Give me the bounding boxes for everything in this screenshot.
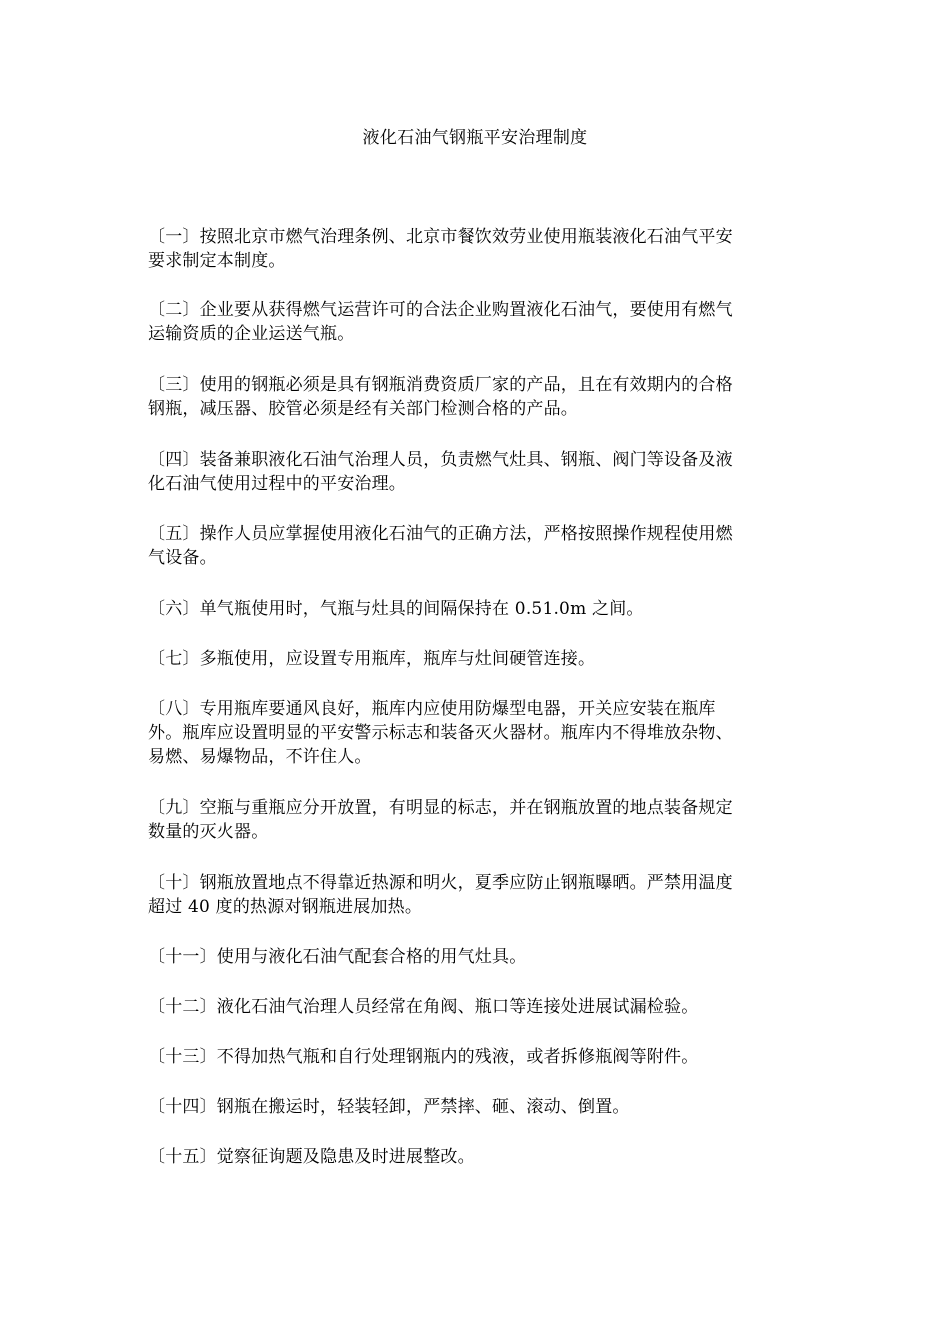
paragraph-line: 易燃、易爆物品，不许住人。 — [148, 747, 372, 767]
paragraph-4 — [148, 448, 798, 496]
paragraph-line: 〔十〕钢瓶放置地点不得靠近热源和明火，夏季应防止钢瓶曝晒。严禁用温度 — [148, 873, 733, 893]
paragraph-line: 〔十五〕觉察征询题及隐患及时进展整改。 — [148, 1147, 475, 1167]
paragraph-line: 钢瓶，减压器、胶管必须是经有关部门检测合格的产品。 — [148, 399, 578, 419]
paragraph-line: 数量的灭火器。 — [148, 822, 269, 842]
paragraph-line: 〔十四〕钢瓶在搬运时，轻装轻卸，严禁摔、砸、滚动、倒置。 — [148, 1097, 630, 1117]
paragraph-11 — [148, 945, 798, 969]
paragraph-line: 超过 40 度的热源对钢瓶进展加热。 — [148, 897, 423, 917]
paragraph-line: 运输资质的企业运送气瓶。 — [148, 324, 355, 344]
paragraph-line: 〔十三〕不得加热气瓶和自行处理钢瓶内的残液，或者拆修瓶阀等附件。 — [148, 1047, 699, 1067]
document-title: 液化石油气钢瓶平安治理制度 — [362, 128, 588, 148]
paragraph-6 — [148, 597, 798, 621]
paragraph-line: 要求制定本制度。 — [148, 251, 286, 271]
paragraph-line: 〔四〕装备兼职液化石油气治理人员，负责燃气灶具、钢瓶、阀门等设备及液 — [148, 450, 733, 470]
paragraph-line: 〔九〕空瓶与重瓶应分开放置，有明显的标志，并在钢瓶放置的地点装备规定 — [148, 798, 733, 818]
paragraph-line: 〔六〕单气瓶使用时，气瓶与灶具的间隔保持在 0.51.0m 之间。 — [148, 599, 644, 619]
paragraph-12 — [148, 995, 798, 1019]
paragraph-14 — [148, 1095, 798, 1119]
paragraph-1 — [148, 225, 798, 273]
paragraph-9 — [148, 796, 798, 844]
paragraph-line: 〔七〕多瓶使用，应设置专用瓶库，瓶库与灶间硬管连接。 — [148, 649, 596, 669]
paragraph-line: 〔八〕专用瓶库要通风良好，瓶库内应使用防爆型电器，开关应安装在瓶库 — [148, 699, 716, 719]
paragraph-line: 〔二〕企业要从获得燃气运营许可的合法企业购置液化石油气，要使用有燃气 — [148, 300, 733, 320]
paragraph-8 — [148, 697, 798, 769]
paragraph-2 — [148, 298, 798, 346]
paragraph-line: 〔三〕使用的钢瓶必须是具有钢瓶消费资质厂家的产品，且在有效期内的合格 — [148, 375, 733, 395]
paragraph-line: 化石油气使用过程中的平安治理。 — [148, 474, 406, 494]
paragraph-line: 〔十一〕使用与液化石油气配套合格的用气灶具。 — [148, 947, 527, 967]
paragraph-line: 〔一〕按照北京市燃气治理条例、北京市餐饮效劳业使用瓶装液化石油气平安 — [148, 227, 733, 247]
paragraph-line: 〔十二〕液化石油气治理人员经常在角阀、瓶口等连接处进展试漏检验。 — [148, 997, 699, 1017]
paragraph-line: 气设备。 — [148, 548, 217, 568]
paragraph-5 — [148, 522, 798, 570]
paragraph-3 — [148, 373, 798, 421]
paragraph-7 — [148, 647, 798, 671]
paragraph-15 — [148, 1145, 798, 1169]
paragraph-line: 〔五〕操作人员应掌握使用液化石油气的正确方法，严格按照操作规程使用燃 — [148, 524, 733, 544]
paragraph-line: 外。瓶库应设置明显的平安警示标志和装备灭火器材。瓶库内不得堆放杂物、 — [148, 723, 733, 743]
paragraph-10 — [148, 871, 798, 919]
paragraph-13 — [148, 1045, 798, 1069]
